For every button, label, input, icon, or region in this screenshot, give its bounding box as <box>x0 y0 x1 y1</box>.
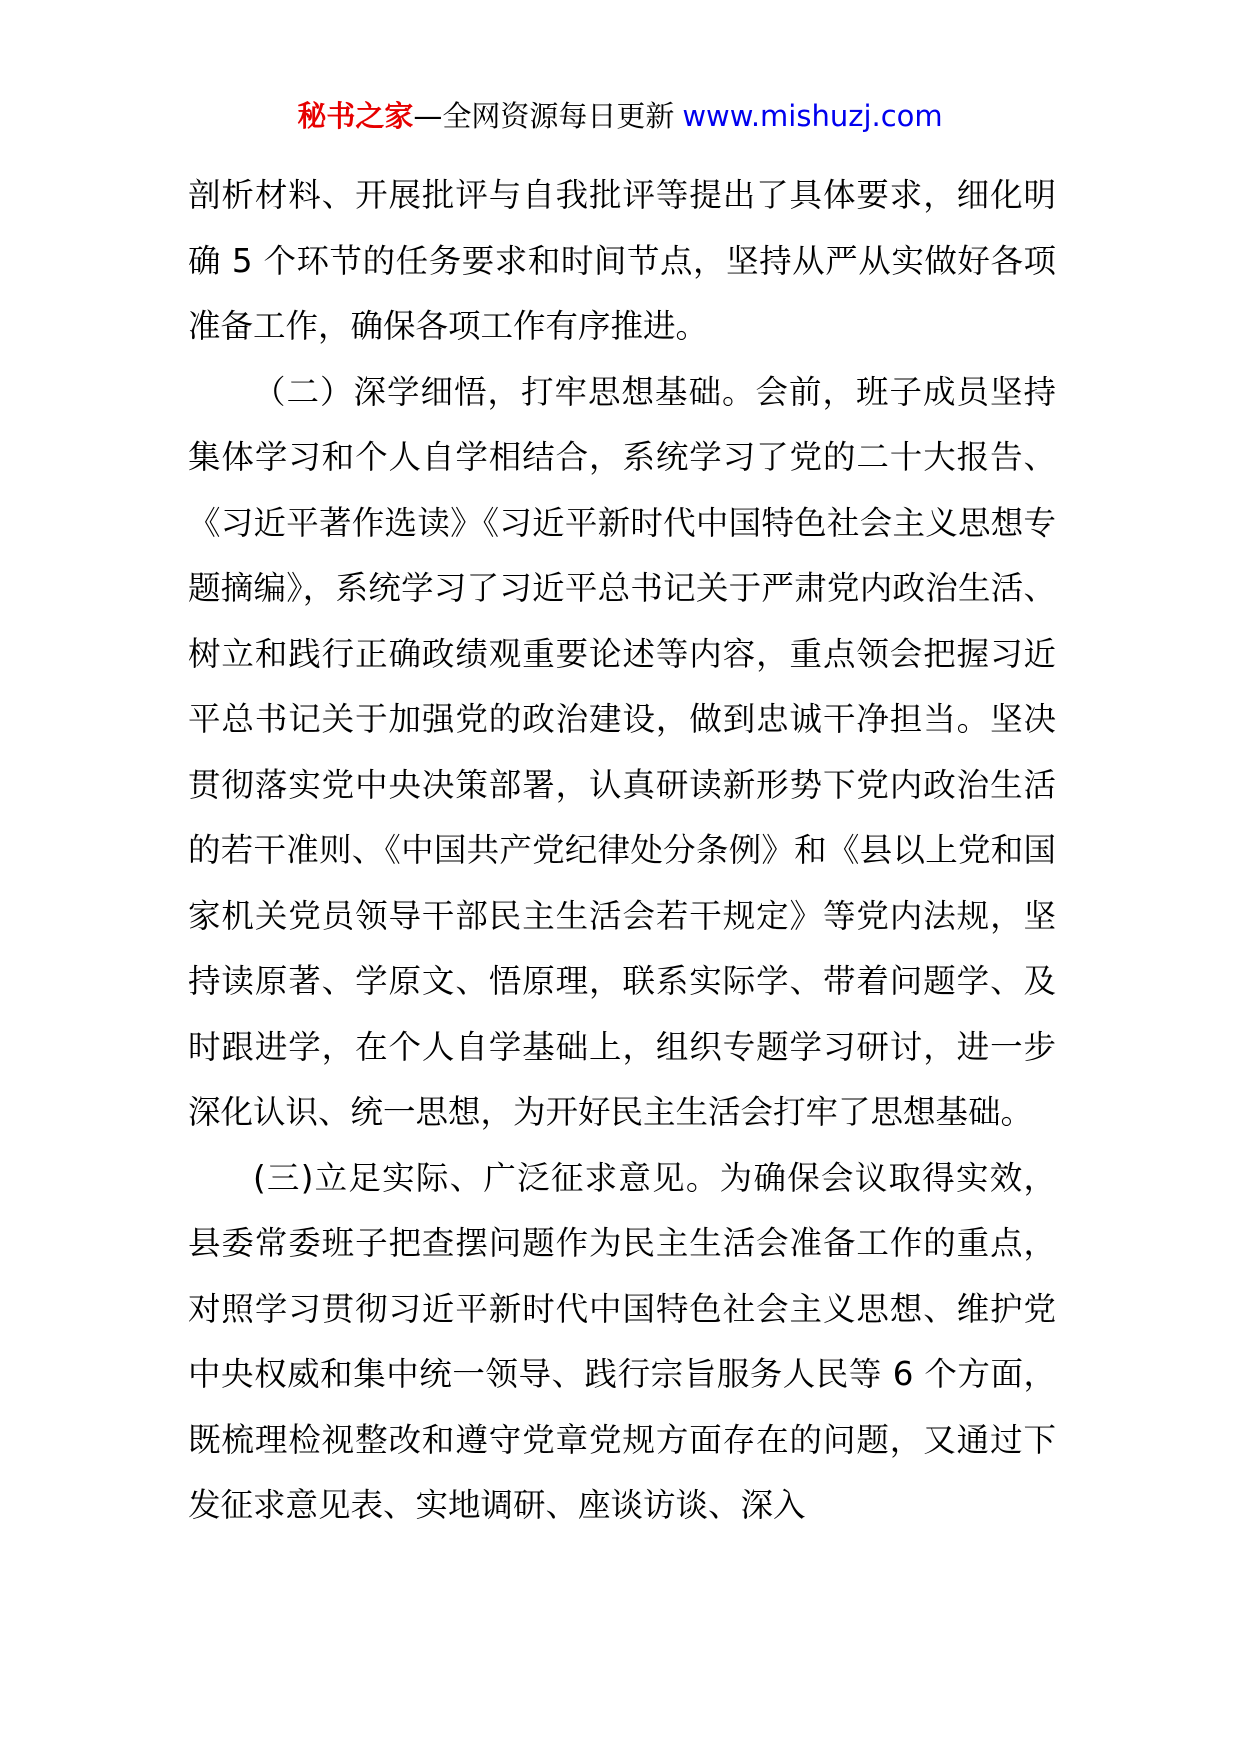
paragraph-continued: 剖析材料、开展批评与自我批评等提出了具体要求，细化明确 5 个环节的任务要求和时间节点，坚持从严从实做好各项准备工作，确保各项工作有序推进。 <box>188 176 1056 345</box>
site-url-link[interactable]: www.mishuzj.com <box>682 99 943 133</box>
document-body <box>188 163 1056 1539</box>
header-tagline: —全网资源每日更新 <box>413 99 675 133</box>
site-header <box>0 96 1240 136</box>
paragraph-section-two: （二）深学细悟，打牢思想基础。会前，班子成员坚持集体学习和个人自学相结合，系统学习了党的二十大报告、《习近平著作选读》《习近平新时代中国特色社会主义思想专题摘编》，系统学习了习近平总书记关于严肃党内政治生活、树立和践行正确政绩观重要论述等内容，重点领会把握习近平总书记关于加强党的政治建设，做到忠诚干净担当。坚决贯彻落实党中央决策部署，认真研读新形势下党内政治生活的若干准则、《中国共产党纪律处分条例》和《县以上党和国家机关党员领导干部民主生活会若干规定》等党内法规，坚持读原著、学原文、悟原理，联系实际学、带着问题学、及时跟进学，在个人自学基础上，组织专题学习研讨，进一步深化认识、统一思想，为开好民主生活会打牢了思想基础。 <box>188 372 1056 1131</box>
paragraph-section-three: (三)立足实际、广泛征求意见。为确保会议取得实效，县委常委班子把查摆问题作为民主生活会准备工作的重点，对照学习贯彻习近平新时代中国特色社会主义思想、维护党中央权威和集中统一领导、践行宗旨服务人民等 6 个方面，既梳理检视整改和遵守党章党规方面存在的问题，又通过下发征求意见表、实地调研、座谈访谈、深入 <box>188 1158 1056 1524</box>
brand-name: 秘书之家 <box>297 99 414 133</box>
